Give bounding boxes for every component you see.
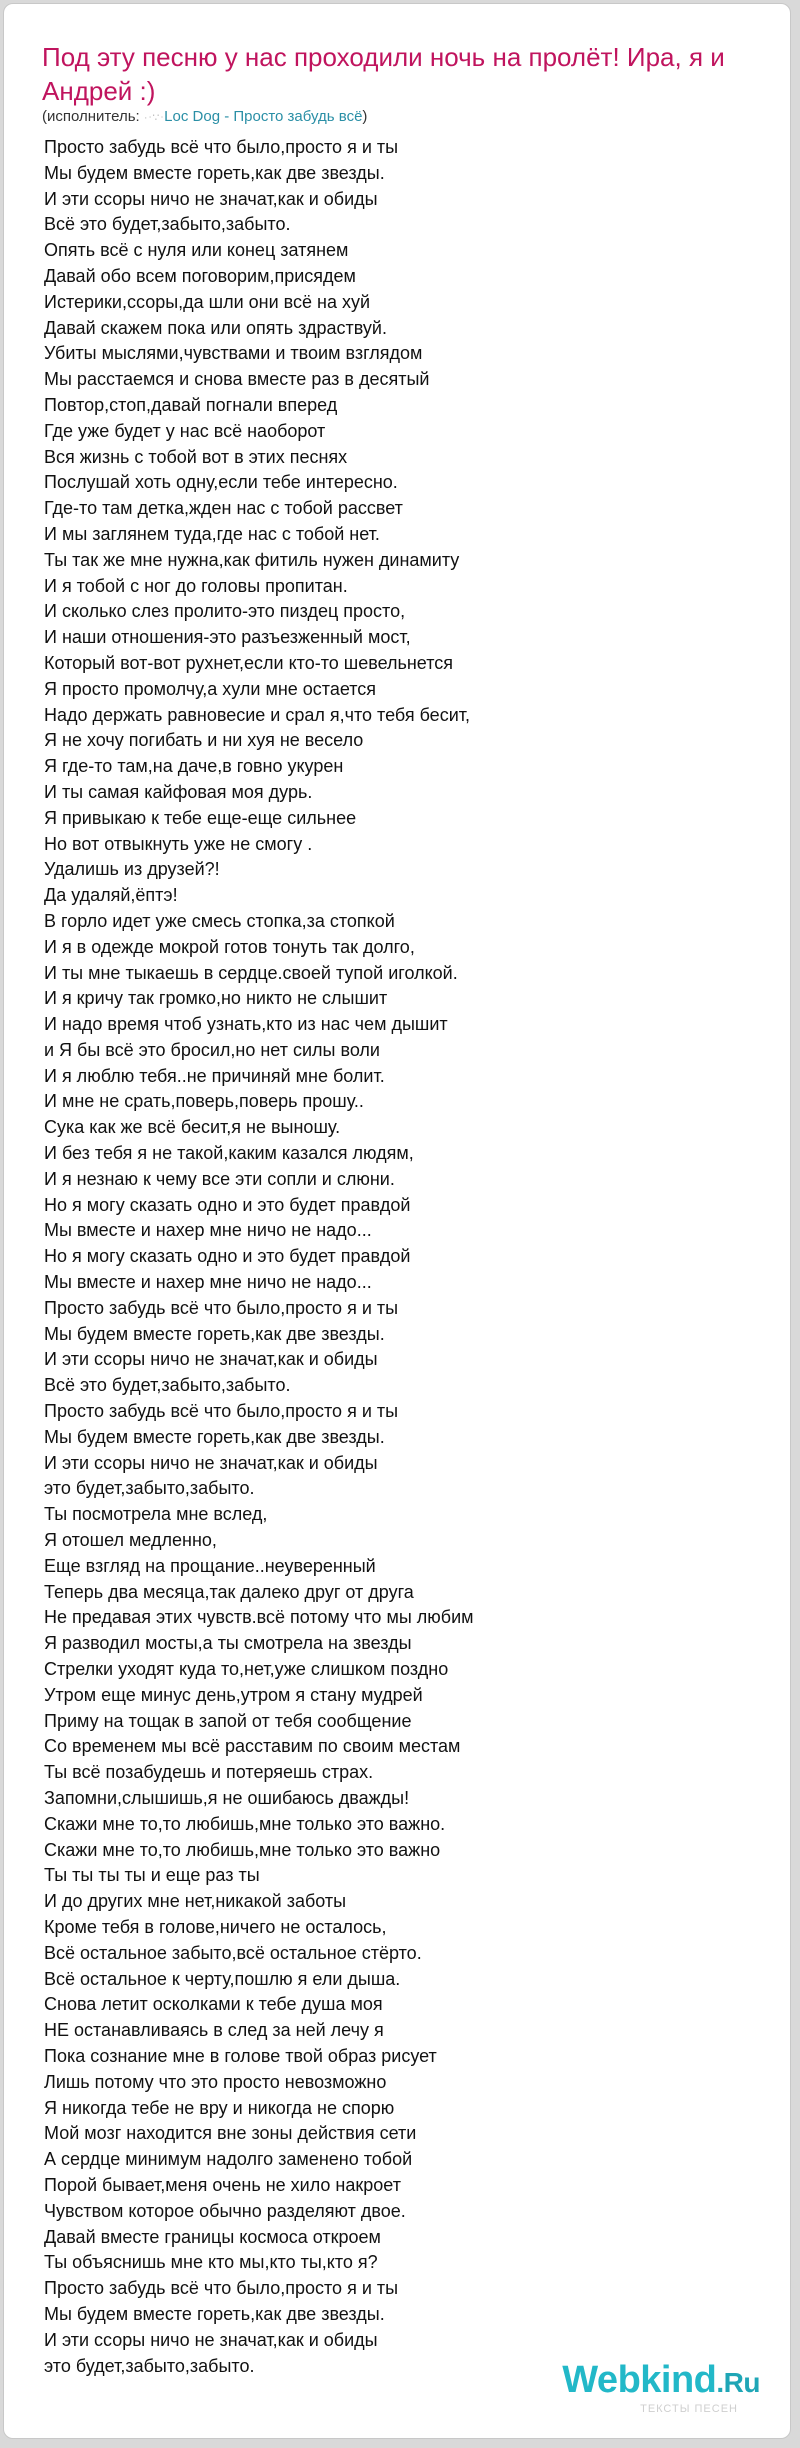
lyric-line: Всё это будет,забыто,забыто. xyxy=(44,1375,291,1396)
lyric-line: Но я могу сказать одно и это будет правдой xyxy=(44,1246,411,1267)
lyric-line: И эти ссоры ничо не значат,как и обиды xyxy=(44,1349,378,1370)
lyric-line: Ты объяснишь мне кто мы,кто ты,кто я? xyxy=(44,2252,378,2273)
logo-name: Webkind xyxy=(562,2359,717,2401)
lyric-line: Убиты мыслями,чувствами и твоим взглядом xyxy=(44,343,423,364)
lyric-line: Я отошел медленно, xyxy=(44,1530,217,1551)
lyric-line: И эти ссоры ничо не значат,как и обиды xyxy=(44,1452,378,1473)
lyric-line: Мы будем вместе гореть,как две звезды. xyxy=(44,2303,385,2324)
lyric-line: Давай вместе границы космоса откроем xyxy=(44,2226,381,2247)
lyric-line: Истерики,ссоры,да шли они всё на хуй xyxy=(44,291,371,312)
lyric-line: Просто забудь всё что было,просто я и ты xyxy=(44,1297,399,1318)
lyric-line: И ты самая кайфовая моя дурь. xyxy=(44,781,313,802)
lyric-line: Просто забудь всё что было,просто я и ты xyxy=(44,137,399,157)
lyric-line: Который вот-вот рухнет,если кто-то шевельнется xyxy=(44,652,453,673)
lyric-line: Кроме тебя в голове,ничего не осталось, xyxy=(44,1916,387,1937)
lyric-line: И я тобой с ног до головы пропитан. xyxy=(44,575,348,596)
lyric-line: И мне не срать,поверь,поверь прошу.. xyxy=(44,1091,364,1112)
lyric-line: И я люблю тебя..не причиняй мне болит. xyxy=(44,1065,385,1086)
lyric-line: Ты так же мне нужна,как фитиль нужен динамиту xyxy=(44,549,460,570)
lyric-line: Ты всё позабудешь и потеряешь страх. xyxy=(44,1762,374,1783)
lyric-line: И сколько слез пролито-это пиздец просто, xyxy=(44,601,406,622)
lyric-line: Я никогда тебе не вру и никогда не спорю xyxy=(44,2097,395,2118)
lyric-line: и Я бы всё это бросил,но нет силы воли xyxy=(44,1039,380,1060)
lyric-line: И ты мне тыкаешь в сердце.своей тупой иголкой. xyxy=(44,962,458,983)
lyric-line: Но я могу сказать одно и это будет правдой xyxy=(44,1194,411,1215)
lyric-line: И я незнаю к чему все эти сопли и слюни. xyxy=(44,1168,395,1189)
logo-tagline: ТЕКСТЫ ПЕСЕН xyxy=(640,2403,738,2415)
logo-tld: .Ru xyxy=(716,2367,760,2398)
page-title: Под эту песню у нас проходили ночь на пролёт! Ира, я и Андрей :) xyxy=(42,42,725,106)
lyric-line: Мой мозг находится вне зоны действия сети xyxy=(44,2123,417,2144)
lyric-line: Я просто промолчу,а хули мне остается xyxy=(44,678,377,699)
meta-suffix: ) xyxy=(362,108,368,125)
lyrics-text xyxy=(44,135,764,2379)
lyric-line: это будет,забыто,забыто. xyxy=(44,1478,255,1499)
lyric-line: А сердце минимум надолго заменено тобой xyxy=(44,2149,413,2170)
lyric-line: Мы расстаемся и снова вместе раз в десятый xyxy=(44,369,430,390)
lyric-line: Но вот отвыкнуть уже не смогу . xyxy=(44,833,313,854)
lyric-line: Лишь потому что это просто невозможно xyxy=(44,2071,387,2092)
logo-wordmark xyxy=(540,2360,760,2403)
lyric-line: И я в одежде мокрой готов тонуть так долго, xyxy=(44,936,415,957)
song-meta xyxy=(42,108,367,127)
lyric-line: Скажи мне то,то любишь,мне только это важно. xyxy=(44,1813,446,1834)
lyric-line: И мы заглянем туда,где нас с тобой нет. xyxy=(44,523,380,544)
lyric-line: Ты посмотрела мне вслед, xyxy=(44,1504,268,1525)
lyric-line: И без тебя я не такой,каким казался людям, xyxy=(44,1143,414,1164)
lyric-line: Вся жизнь с тобой вот в этих песнях xyxy=(44,446,348,467)
lyric-line: Еще взгляд на прощание..неуверенный xyxy=(44,1555,376,1576)
dots-icon: ·ᐧ∵ᐧ xyxy=(143,112,165,124)
lyric-line: Я привыкаю к тебе еще-еще сильнее xyxy=(44,807,357,828)
lyric-line: И надо время чтоб узнать,кто из нас чем дышит xyxy=(44,1014,448,1035)
lyric-line: Я где-то там,на даче,в говно укурен xyxy=(44,756,344,777)
lyric-line: Чувством которое обычно разделяют двое. xyxy=(44,2200,406,2221)
lyric-line: Всё остальное к черту,пошлю я ели дыша. xyxy=(44,1968,401,1989)
lyric-line: Теперь два месяца,так далеко друг от друга xyxy=(44,1581,414,1602)
lyric-line: Давай обо всем поговорим,присядем xyxy=(44,265,356,286)
lyric-line: Мы вместе и нахер мне ничо не надо... xyxy=(44,1272,372,1293)
lyric-line: Мы будем вместе гореть,как две звезды. xyxy=(44,1323,385,1344)
artist-song-link[interactable]: Loc Dog - Просто забудь всё xyxy=(164,108,363,125)
site-logo[interactable] xyxy=(540,2360,760,2416)
lyric-line: Просто забудь всё что было,просто я и ты xyxy=(44,1401,399,1422)
lyric-line: Мы будем вместе гореть,как две звезды. xyxy=(44,162,385,183)
lyric-line: И наши отношения-это разъезженный мост, xyxy=(44,627,411,648)
lyric-line: И эти ссоры ничо не значат,как и обиды xyxy=(44,2329,378,2350)
lyric-line: Надо держать равновесие и срал я,что тебя бесит, xyxy=(44,704,470,725)
lyric-line: Запомни,слышишь,я не ошибаюсь дважды! xyxy=(44,1788,410,1808)
lyric-line: Мы будем вместе гореть,как две звезды. xyxy=(44,1426,385,1447)
lyric-line: Не предавая этих чувств.всё потому что мы любим xyxy=(44,1607,474,1628)
lyric-line: Мы вместе и нахер мне ничо не надо... xyxy=(44,1220,372,1241)
lyric-line: Всё остальное забыто,всё остальное стёрто. xyxy=(44,1942,422,1963)
lyric-line: И до других мне нет,никакой заботы xyxy=(44,1891,347,1912)
lyric-line: Сука как же всё бесит,я не выношу. xyxy=(44,1117,341,1138)
lyric-line: Давай скажем пока или опять здраствуй. xyxy=(44,317,387,338)
lyric-line: Опять всё с нуля или конец затянем xyxy=(44,240,349,261)
lyric-line: это будет,забыто,забыто. xyxy=(44,2355,255,2376)
lyric-line: В горло идет уже смесь стопка,за стопкой xyxy=(44,910,395,931)
lyric-line: Послушай хоть одну,если тебе интересно. xyxy=(44,472,398,493)
lyric-line: Где уже будет у нас всё наоборот xyxy=(44,420,326,441)
lyric-line: Со временем мы всё расставим по своим местам xyxy=(44,1736,461,1757)
lyric-line: Повтор,стоп,давай погнали вперед xyxy=(44,394,338,415)
lyric-line: Ты ты ты ты и еще раз ты xyxy=(44,1865,260,1886)
lyric-line: Утром еще минус день,утром я стану мудрей xyxy=(44,1684,423,1705)
lyric-line: Стрелки уходят куда то,нет,уже слишком поздно xyxy=(44,1659,449,1680)
lyric-line: Да удаляй,ёптэ! xyxy=(44,885,178,906)
lyric-line: И эти ссоры ничо не значат,как и обиды xyxy=(44,188,378,209)
lyric-line: Удалишь из друзей?! xyxy=(44,859,220,880)
meta-prefix: (исполнитель: xyxy=(42,108,144,125)
lyric-line: Я разводил мосты,а ты смотрела на звезды xyxy=(44,1633,412,1654)
lyric-line: Пока сознание мне в голове твой образ рисует xyxy=(44,2045,437,2066)
lyric-line: Приму на тощак в запой от тебя сообщение xyxy=(44,1710,412,1731)
lyric-line: Порой бывает,меня очень не хило накроет xyxy=(44,2174,401,2195)
lyric-line: Всё это будет,забыто,забыто. xyxy=(44,214,291,235)
lyric-line: Просто забудь всё что было,просто я и ты xyxy=(44,2278,399,2299)
lyric-line: Где-то там детка,жден нас с тобой рассвет xyxy=(44,498,403,519)
lyric-line: И я кричу так громко,но никто не слышит xyxy=(44,988,388,1009)
lyric-line: Я не хочу погибать и ни хуя не весело xyxy=(44,730,364,751)
lyric-line: НЕ останавливаясь в след за ней лечу я xyxy=(44,2020,384,2041)
lyric-line: Скажи мне то,то любишь,мне только это важно xyxy=(44,1839,441,1860)
lyric-line: Снова летит осколками к тебе душа моя xyxy=(44,1994,383,2015)
page-card xyxy=(3,3,791,2439)
